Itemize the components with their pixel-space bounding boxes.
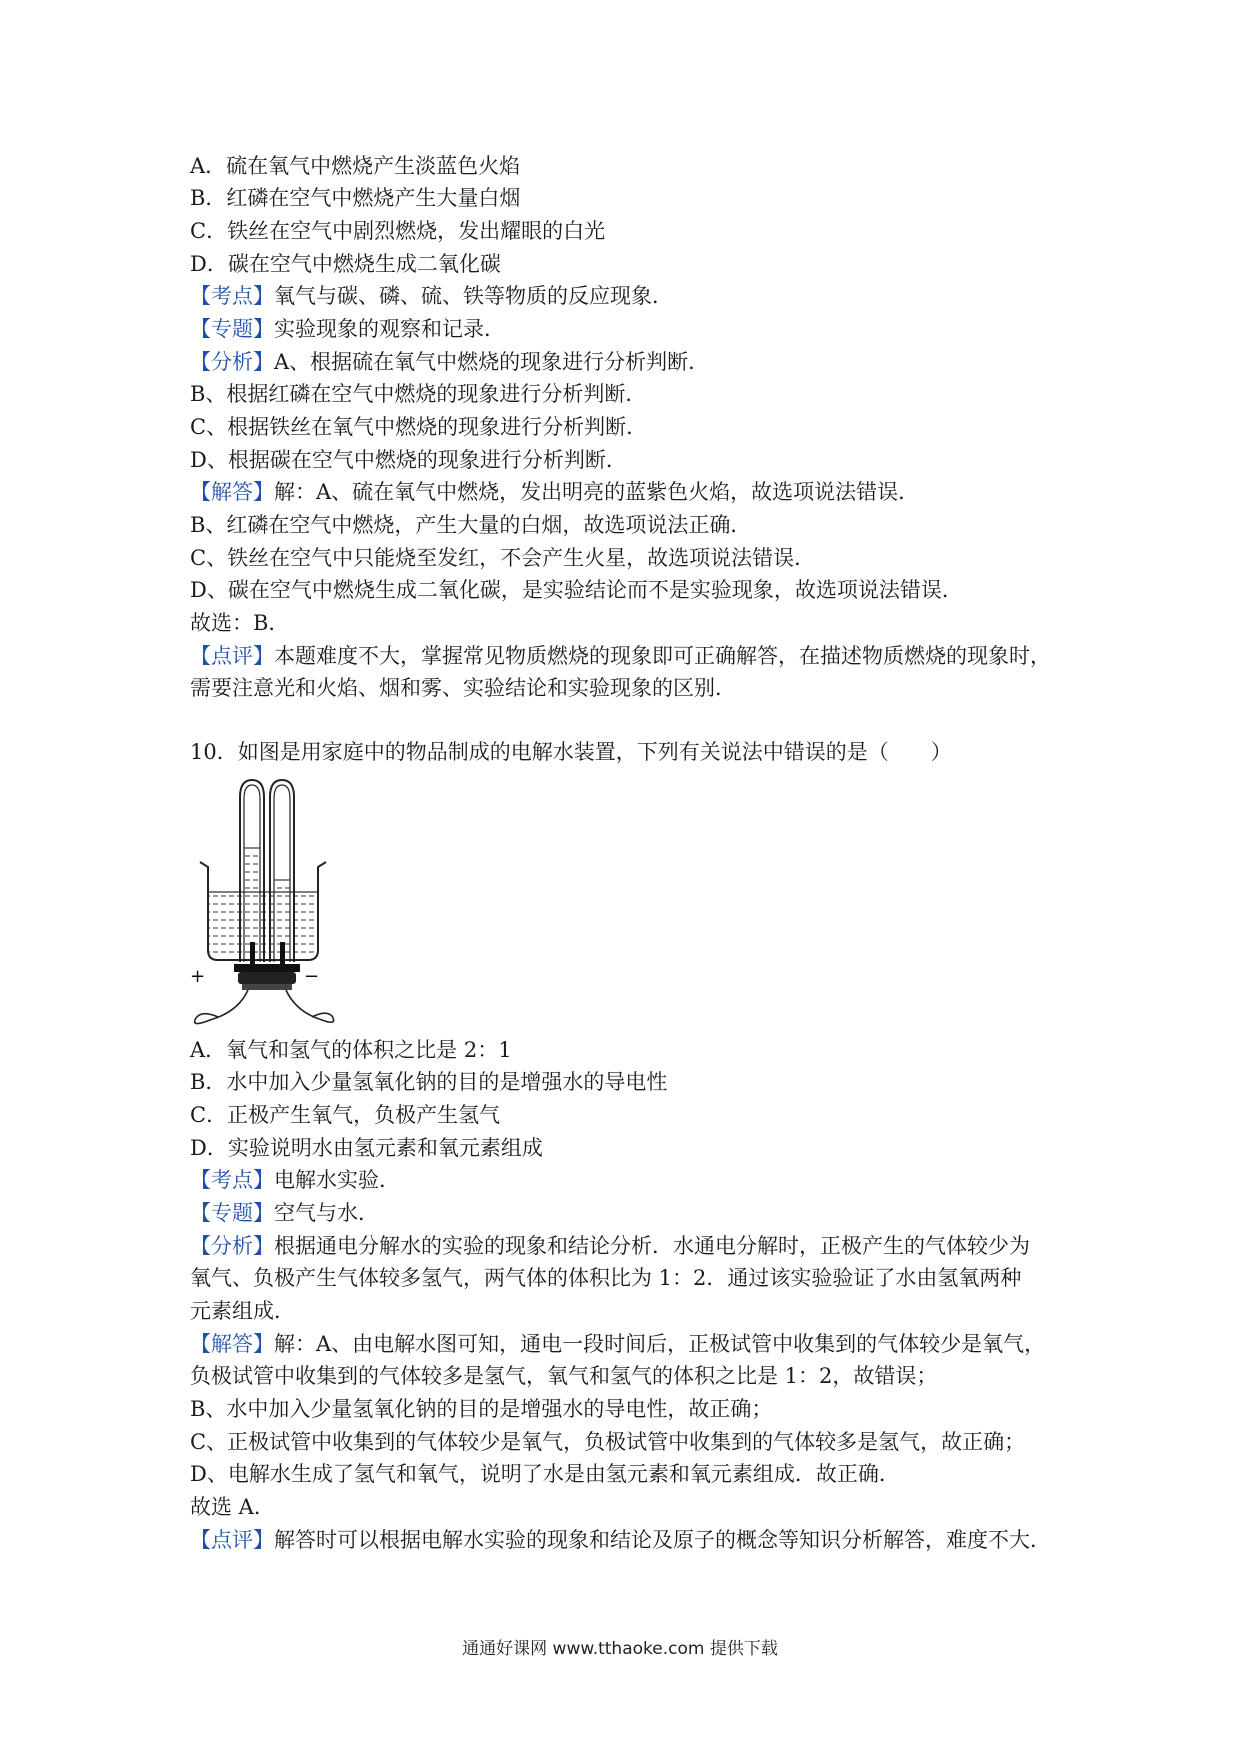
q9-answer: 故选：B．: [190, 611, 290, 635]
q9-dianping: [190, 641, 1051, 671]
q10-kaodian-tag: 【考点】: [190, 1168, 274, 1192]
q10-jieda-tag: 【解答】: [190, 1332, 274, 1356]
q9-dianping-line: 需要注意光和火焰、烟和雾、实验结论和实验现象的区别．: [190, 676, 736, 700]
q9-fenxi-line: C、根据铁丝在氧气中燃烧的现象进行分析判断．: [190, 415, 648, 439]
q9-dianping-text: 本题难度不大，掌握常见物质燃烧的现象即可正确解答，在描述物质燃烧的现象时，: [274, 644, 1051, 668]
q10-fenxi-line: 氧气、负极产生气体较多氢气，两气体的体积比为 1：2．通过该实验验证了水由氢氧两种: [190, 1266, 1022, 1290]
q9-option-d: D．碳在空气中燃烧生成二氧化碳: [190, 252, 501, 276]
q10-option-b: B．水中加入少量氢氧化钠的目的是增强水的导电性: [190, 1070, 668, 1094]
q10-jieda-line: C、正极试管中收集到的气体较少是氧气，负极试管中收集到的气体较多是氢气，故正确；: [190, 1430, 1026, 1454]
q9-jieda-text: 解：A、硫在氧气中燃烧，发出明亮的蓝紫色火焰，故选项说法错误．: [274, 480, 920, 504]
electrolysis-apparatus-figure: [188, 772, 338, 1028]
q9-jieda-tag: 【解答】: [190, 480, 274, 504]
q9-kaodian: [190, 281, 673, 311]
q10-fenxi-text: 根据通电分解水的实验的现象和结论分析．水通电分解时，正极产生的气体较少为: [274, 1234, 1030, 1258]
q9-option-b: B．红磷在空气中燃烧产生大量白烟: [190, 186, 521, 210]
q9-jieda-line: D、碳在空气中燃烧生成二氧化碳，是实验结论而不是实验现象，故选项说法错误．: [190, 578, 963, 602]
q9-zhuanti-text: 实验现象的观察和记录．: [274, 317, 505, 341]
q10-question: 10．如图是用家庭中的物品制成的电解水装置，下列有关说法中错误的是（ ）: [190, 740, 952, 764]
q10-fenxi-line: 元素组成．: [190, 1299, 295, 1323]
q9-kaodian-tag: 【考点】: [190, 284, 274, 308]
q9-jieda-line: C、铁丝在空气中只能烧至发红，不会产生火星，故选项说法错误．: [190, 546, 816, 570]
q10-zhuanti-text: 空气与水．: [274, 1201, 379, 1225]
q10-jieda-line: B、水中加入少量氢氧化钠的目的是增强水的导电性，故正确；: [190, 1397, 773, 1421]
q9-kaodian-text: 氧气与碳、磷、硫、铁等物质的反应现象．: [274, 284, 673, 308]
page-footer: 通通好课网 www.tthaoke.com 提供下载: [462, 1639, 778, 1659]
q10-dianping-text: 解答时可以根据电解水实验的现象和结论及原子的概念等知识分析解答，难度不大．: [274, 1528, 1051, 1552]
q9-fenxi-line: D、根据碳在空气中燃烧的现象进行分析判断．: [190, 448, 627, 472]
q10-option-d: D．实验说明水由氢元素和氧元素组成: [190, 1136, 543, 1160]
negative-label: −: [304, 966, 320, 987]
q10-option-c: C．正极产生氧气，负极产生氢气: [190, 1103, 501, 1127]
q9-fenxi-text: A、根据硫在氧气中燃烧的现象进行分析判断．: [274, 350, 710, 374]
q10-jieda: [190, 1329, 1045, 1359]
q10-fenxi-tag: 【分析】: [190, 1234, 274, 1258]
positive-label: +: [190, 966, 206, 987]
q9-fenxi-line: B、根据红磷在空气中燃烧的现象进行分析判断．: [190, 382, 647, 406]
q10-jieda-text: 解：A、由电解水图可知，通电一段时间后，正极试管中收集到的气体较少是氧气，: [274, 1332, 1046, 1356]
q9-zhuanti-tag: 【专题】: [190, 317, 274, 341]
q10-jieda-line: 负极试管中收集到的气体较多是氢气，氧气和氢气的体积之比是 1：2，故错误；: [190, 1364, 938, 1388]
q10-kaodian: [190, 1165, 400, 1195]
q9-option-a: A．硫在氧气中燃烧产生淡蓝色火焰: [190, 154, 521, 178]
q9-dianping-tag: 【点评】: [190, 644, 274, 668]
q10-answer: 故选 A．: [190, 1495, 275, 1519]
q9-fenxi-tag: 【分析】: [190, 350, 274, 374]
q10-zhuanti: [190, 1198, 379, 1228]
q10-dianping: [190, 1525, 1051, 1555]
q10-dianping-tag: 【点评】: [190, 1528, 274, 1552]
q9-option-c: C．铁丝在空气中剧烈燃烧，发出耀眼的白光: [190, 219, 606, 243]
q10-jieda-line: D、电解水生成了氢气和氧气，说明了水是由氢元素和氧元素组成．故正确．: [190, 1462, 900, 1486]
q9-fenxi: [190, 347, 709, 377]
q10-fenxi: [190, 1231, 1030, 1261]
q9-jieda: [190, 477, 919, 507]
q9-zhuanti: [190, 314, 505, 344]
q9-jieda-line: B、红磷在空气中燃烧，产生大量的白烟，故选项说法正确．: [190, 513, 752, 537]
q10-zhuanti-tag: 【专题】: [190, 1201, 274, 1225]
q10-kaodian-text: 电解水实验．: [274, 1168, 400, 1192]
q10-option-a: A．氧气和氢气的体积之比是 2：1: [190, 1038, 512, 1062]
